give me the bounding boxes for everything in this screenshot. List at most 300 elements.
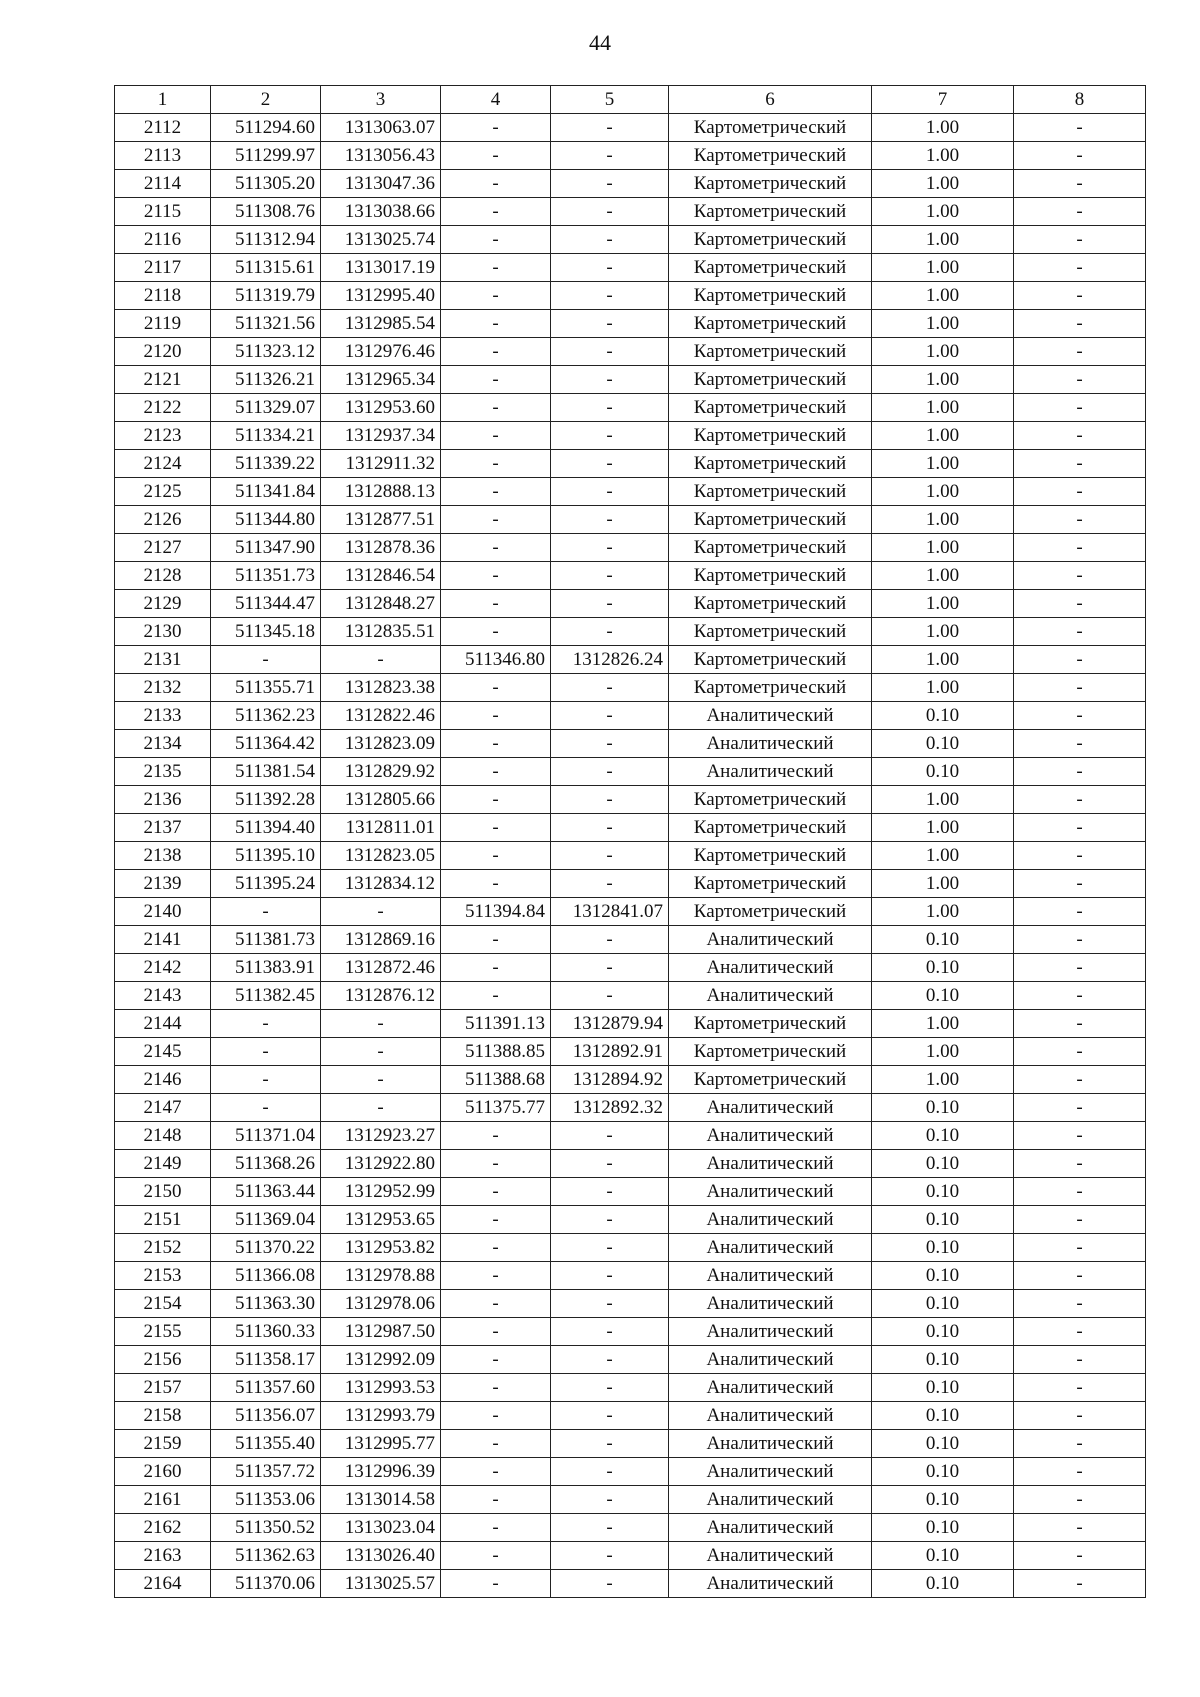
x-coord-cell: 511370.06 <box>211 1570 321 1598</box>
y-coord-cell: 1312869.16 <box>321 926 441 954</box>
x-coord-cell: 511321.56 <box>211 310 321 338</box>
point-number-cell: 2121 <box>115 366 211 394</box>
y-alt-cell: - <box>551 1542 669 1570</box>
method-cell: Картометрический <box>669 534 872 562</box>
point-number-cell: 2149 <box>115 1150 211 1178</box>
y-coord-cell: 1312993.79 <box>321 1402 441 1430</box>
x-alt-cell: - <box>441 674 551 702</box>
x-alt-cell: - <box>441 926 551 954</box>
y-alt-cell: - <box>551 842 669 870</box>
y-coord-cell: - <box>321 646 441 674</box>
note-cell: - <box>1014 1374 1146 1402</box>
table-row <box>115 142 1146 170</box>
x-coord-cell: 511356.07 <box>211 1402 321 1430</box>
point-number-cell: 2156 <box>115 1346 211 1374</box>
note-cell: - <box>1014 198 1146 226</box>
note-cell: - <box>1014 1570 1146 1598</box>
point-number-cell: 2160 <box>115 1458 211 1486</box>
table-row <box>115 954 1146 982</box>
y-alt-cell: - <box>551 814 669 842</box>
x-alt-cell: - <box>441 282 551 310</box>
point-number-cell: 2153 <box>115 1262 211 1290</box>
accuracy-cell: 1.00 <box>872 450 1014 478</box>
method-cell: Картометрический <box>669 114 872 142</box>
note-cell: - <box>1014 590 1146 618</box>
y-alt-cell: 1312879.94 <box>551 1010 669 1038</box>
accuracy-cell: 1.00 <box>872 422 1014 450</box>
y-alt-cell: - <box>551 1150 669 1178</box>
note-cell: - <box>1014 338 1146 366</box>
y-coord-cell: 1312829.92 <box>321 758 441 786</box>
accuracy-cell: 0.10 <box>872 1206 1014 1234</box>
x-coord-cell: 511381.54 <box>211 758 321 786</box>
note-cell: - <box>1014 674 1146 702</box>
y-alt-cell: - <box>551 758 669 786</box>
accuracy-cell: 0.10 <box>872 1094 1014 1122</box>
note-cell: - <box>1014 1234 1146 1262</box>
x-alt-cell: - <box>441 254 551 282</box>
x-alt-cell: - <box>441 170 551 198</box>
accuracy-cell: 1.00 <box>872 506 1014 534</box>
x-coord-cell: 511308.76 <box>211 198 321 226</box>
table-row <box>115 1542 1146 1570</box>
y-coord-cell: 1313014.58 <box>321 1486 441 1514</box>
x-alt-cell: - <box>441 1542 551 1570</box>
table-row <box>115 534 1146 562</box>
y-coord-cell: 1312878.36 <box>321 534 441 562</box>
point-number-cell: 2129 <box>115 590 211 618</box>
table-row <box>115 1262 1146 1290</box>
x-alt-cell: - <box>441 562 551 590</box>
method-cell: Аналитический <box>669 1458 872 1486</box>
method-cell: Картометрический <box>669 478 872 506</box>
y-coord-cell: 1312923.27 <box>321 1122 441 1150</box>
note-cell: - <box>1014 814 1146 842</box>
table-row <box>115 198 1146 226</box>
accuracy-cell: 1.00 <box>872 590 1014 618</box>
table-row <box>115 1486 1146 1514</box>
note-cell: - <box>1014 310 1146 338</box>
x-alt-cell: - <box>441 506 551 534</box>
point-number-cell: 2116 <box>115 226 211 254</box>
method-cell: Аналитический <box>669 758 872 786</box>
point-number-cell: 2126 <box>115 506 211 534</box>
point-number-cell: 2146 <box>115 1066 211 1094</box>
x-coord-cell: 511350.52 <box>211 1514 321 1542</box>
table-row <box>115 1150 1146 1178</box>
note-cell: - <box>1014 226 1146 254</box>
y-coord-cell: 1312835.51 <box>321 618 441 646</box>
table-row <box>115 758 1146 786</box>
point-number-cell: 2122 <box>115 394 211 422</box>
point-number-cell: 2117 <box>115 254 211 282</box>
note-cell: - <box>1014 478 1146 506</box>
point-number-cell: 2148 <box>115 1122 211 1150</box>
y-alt-cell: 1312892.91 <box>551 1038 669 1066</box>
x-coord-cell: 511312.94 <box>211 226 321 254</box>
y-alt-cell: - <box>551 1402 669 1430</box>
method-cell: Аналитический <box>669 1514 872 1542</box>
method-cell: Картометрический <box>669 814 872 842</box>
accuracy-cell: 0.10 <box>872 1542 1014 1570</box>
method-cell: Картометрический <box>669 338 872 366</box>
note-cell: - <box>1014 562 1146 590</box>
x-coord-cell: 511329.07 <box>211 394 321 422</box>
accuracy-cell: 1.00 <box>872 198 1014 226</box>
y-coord-cell: 1312811.01 <box>321 814 441 842</box>
table-row <box>115 254 1146 282</box>
x-coord-cell: 511339.22 <box>211 450 321 478</box>
y-alt-cell: - <box>551 478 669 506</box>
method-cell: Аналитический <box>669 1486 872 1514</box>
x-coord-cell: 511362.63 <box>211 1542 321 1570</box>
point-number-cell: 2143 <box>115 982 211 1010</box>
point-number-cell: 2114 <box>115 170 211 198</box>
y-alt-cell: - <box>551 506 669 534</box>
accuracy-cell: 0.10 <box>872 1570 1014 1598</box>
accuracy-cell: 1.00 <box>872 1038 1014 1066</box>
method-cell: Аналитический <box>669 1122 872 1150</box>
accuracy-cell: 0.10 <box>872 954 1014 982</box>
accuracy-cell: 1.00 <box>872 142 1014 170</box>
method-cell: Аналитический <box>669 1402 872 1430</box>
x-alt-cell: - <box>441 310 551 338</box>
x-alt-cell: - <box>441 1122 551 1150</box>
x-coord-cell: 511315.61 <box>211 254 321 282</box>
note-cell: - <box>1014 282 1146 310</box>
y-coord-cell: 1312992.09 <box>321 1346 441 1374</box>
point-number-cell: 2147 <box>115 1094 211 1122</box>
x-alt-cell: - <box>441 226 551 254</box>
x-alt-cell: - <box>441 422 551 450</box>
point-number-cell: 2142 <box>115 954 211 982</box>
note-cell: - <box>1014 982 1146 1010</box>
note-cell: - <box>1014 702 1146 730</box>
table-body <box>115 114 1146 1598</box>
x-coord-cell: 511334.21 <box>211 422 321 450</box>
x-coord-cell: 511368.26 <box>211 1150 321 1178</box>
table-row <box>115 1066 1146 1094</box>
point-number-cell: 2145 <box>115 1038 211 1066</box>
accuracy-cell: 0.10 <box>872 758 1014 786</box>
x-alt-cell: - <box>441 1346 551 1374</box>
x-alt-cell: - <box>441 590 551 618</box>
accuracy-cell: 0.10 <box>872 926 1014 954</box>
accuracy-cell: 1.00 <box>872 646 1014 674</box>
accuracy-cell: 1.00 <box>872 618 1014 646</box>
point-number-cell: 2164 <box>115 1570 211 1598</box>
x-coord-cell: 511362.23 <box>211 702 321 730</box>
y-alt-cell: - <box>551 926 669 954</box>
x-alt-cell: - <box>441 1206 551 1234</box>
y-alt-cell: - <box>551 226 669 254</box>
x-coord-cell: 511382.45 <box>211 982 321 1010</box>
x-coord-cell: 511392.28 <box>211 786 321 814</box>
x-alt-cell: - <box>441 1570 551 1598</box>
method-cell: Картометрический <box>669 506 872 534</box>
table-row <box>115 1402 1146 1430</box>
x-alt-cell: - <box>441 198 551 226</box>
x-coord-cell: 511358.17 <box>211 1346 321 1374</box>
y-coord-cell: 1312995.40 <box>321 282 441 310</box>
method-cell: Аналитический <box>669 1262 872 1290</box>
table-row <box>115 898 1146 926</box>
y-alt-cell: - <box>551 310 669 338</box>
x-coord-cell: 511383.91 <box>211 954 321 982</box>
table-row <box>115 1206 1146 1234</box>
x-alt-cell: - <box>441 142 551 170</box>
accuracy-cell: 1.00 <box>872 366 1014 394</box>
x-coord-cell: 511370.22 <box>211 1234 321 1262</box>
y-alt-cell: - <box>551 114 669 142</box>
x-alt-cell: - <box>441 1430 551 1458</box>
x-alt-cell: 511388.68 <box>441 1066 551 1094</box>
table-row <box>115 982 1146 1010</box>
table-row <box>115 1122 1146 1150</box>
accuracy-cell: 1.00 <box>872 338 1014 366</box>
table-row <box>115 506 1146 534</box>
x-alt-cell: 511394.84 <box>441 898 551 926</box>
x-alt-cell: - <box>441 1234 551 1262</box>
y-alt-cell: - <box>551 1346 669 1374</box>
method-cell: Картометрический <box>669 170 872 198</box>
accuracy-cell: 1.00 <box>872 394 1014 422</box>
x-alt-cell: 511375.77 <box>441 1094 551 1122</box>
note-cell: - <box>1014 730 1146 758</box>
y-alt-cell: - <box>551 786 669 814</box>
table-row <box>115 646 1146 674</box>
y-alt-cell: - <box>551 394 669 422</box>
y-coord-cell: 1312995.77 <box>321 1430 441 1458</box>
y-alt-cell: - <box>551 1514 669 1542</box>
y-alt-cell: - <box>551 1486 669 1514</box>
method-cell: Аналитический <box>669 1318 872 1346</box>
point-number-cell: 2118 <box>115 282 211 310</box>
x-coord-cell: 511394.40 <box>211 814 321 842</box>
y-alt-cell: - <box>551 450 669 478</box>
accuracy-cell: 1.00 <box>872 814 1014 842</box>
y-coord-cell: 1312823.38 <box>321 674 441 702</box>
table-row <box>115 1318 1146 1346</box>
y-coord-cell: 1313023.04 <box>321 1514 441 1542</box>
x-coord-cell: 511347.90 <box>211 534 321 562</box>
x-coord-cell: 511299.97 <box>211 142 321 170</box>
table-row <box>115 1290 1146 1318</box>
x-coord-cell: - <box>211 1094 321 1122</box>
method-cell: Аналитический <box>669 730 872 758</box>
table-row <box>115 786 1146 814</box>
x-alt-cell: - <box>441 730 551 758</box>
y-coord-cell: 1312978.06 <box>321 1290 441 1318</box>
note-cell: - <box>1014 954 1146 982</box>
table-row <box>115 926 1146 954</box>
accuracy-cell: 1.00 <box>872 870 1014 898</box>
page-number: 44 <box>589 30 611 55</box>
note-cell: - <box>1014 1430 1146 1458</box>
method-cell: Картометрический <box>669 422 872 450</box>
table-row <box>115 674 1146 702</box>
method-cell: Картометрический <box>669 282 872 310</box>
note-cell: - <box>1014 1094 1146 1122</box>
y-alt-cell: - <box>551 338 669 366</box>
header-cell: 1 <box>115 86 211 114</box>
y-coord-cell: 1313038.66 <box>321 198 441 226</box>
accuracy-cell: 0.10 <box>872 982 1014 1010</box>
y-alt-cell: - <box>551 170 669 198</box>
y-alt-cell: - <box>551 1318 669 1346</box>
note-cell: - <box>1014 254 1146 282</box>
accuracy-cell: 0.10 <box>872 1514 1014 1542</box>
x-alt-cell: - <box>441 982 551 1010</box>
accuracy-cell: 0.10 <box>872 1486 1014 1514</box>
point-number-cell: 2152 <box>115 1234 211 1262</box>
table-row <box>115 394 1146 422</box>
table-row <box>115 1234 1146 1262</box>
table-row <box>115 338 1146 366</box>
point-number-cell: 2112 <box>115 114 211 142</box>
note-cell: - <box>1014 1318 1146 1346</box>
x-coord-cell: 511364.42 <box>211 730 321 758</box>
y-alt-cell: - <box>551 982 669 1010</box>
x-alt-cell: - <box>441 478 551 506</box>
method-cell: Картометрический <box>669 366 872 394</box>
x-coord-cell: - <box>211 646 321 674</box>
x-coord-cell: - <box>211 1066 321 1094</box>
note-cell: - <box>1014 1514 1146 1542</box>
method-cell: Аналитический <box>669 982 872 1010</box>
method-cell: Аналитический <box>669 954 872 982</box>
table-row <box>115 702 1146 730</box>
method-cell: Картометрический <box>669 310 872 338</box>
note-cell: - <box>1014 534 1146 562</box>
method-cell: Картометрический <box>669 394 872 422</box>
x-alt-cell: - <box>441 1150 551 1178</box>
y-coord-cell: 1312805.66 <box>321 786 441 814</box>
table-row <box>115 1094 1146 1122</box>
y-coord-cell: 1312834.12 <box>321 870 441 898</box>
note-cell: - <box>1014 394 1146 422</box>
y-alt-cell: - <box>551 1458 669 1486</box>
accuracy-cell: 1.00 <box>872 282 1014 310</box>
x-alt-cell: - <box>441 366 551 394</box>
y-alt-cell: - <box>551 1374 669 1402</box>
note-cell: - <box>1014 758 1146 786</box>
table-row <box>115 226 1146 254</box>
table-row <box>115 1430 1146 1458</box>
x-coord-cell: 511366.08 <box>211 1262 321 1290</box>
x-alt-cell: - <box>441 814 551 842</box>
accuracy-cell: 1.00 <box>872 114 1014 142</box>
accuracy-cell: 1.00 <box>872 254 1014 282</box>
accuracy-cell: 1.00 <box>872 842 1014 870</box>
point-number-cell: 2115 <box>115 198 211 226</box>
x-coord-cell: 511357.72 <box>211 1458 321 1486</box>
point-number-cell: 2158 <box>115 1402 211 1430</box>
x-coord-cell: 511357.60 <box>211 1374 321 1402</box>
accuracy-cell: 0.10 <box>872 1374 1014 1402</box>
y-coord-cell: 1313017.19 <box>321 254 441 282</box>
y-alt-cell: - <box>551 142 669 170</box>
x-alt-cell: - <box>441 618 551 646</box>
accuracy-cell: 0.10 <box>872 1262 1014 1290</box>
method-cell: Аналитический <box>669 1430 872 1458</box>
accuracy-cell: 0.10 <box>872 730 1014 758</box>
y-alt-cell: 1312894.92 <box>551 1066 669 1094</box>
x-alt-cell: - <box>441 450 551 478</box>
table-row <box>115 310 1146 338</box>
accuracy-cell: 1.00 <box>872 478 1014 506</box>
x-coord-cell: 511395.10 <box>211 842 321 870</box>
accuracy-cell: 0.10 <box>872 1290 1014 1318</box>
method-cell: Картометрический <box>669 786 872 814</box>
accuracy-cell: 0.10 <box>872 1122 1014 1150</box>
method-cell: Аналитический <box>669 1542 872 1570</box>
accuracy-cell: 0.10 <box>872 1346 1014 1374</box>
table-row <box>115 562 1146 590</box>
accuracy-cell: 1.00 <box>872 674 1014 702</box>
coordinates-table <box>114 85 1146 1598</box>
accuracy-cell: 1.00 <box>872 562 1014 590</box>
method-cell: Аналитический <box>669 702 872 730</box>
note-cell: - <box>1014 1346 1146 1374</box>
table-row <box>115 1514 1146 1542</box>
accuracy-cell: 1.00 <box>872 1010 1014 1038</box>
method-cell: Картометрический <box>669 1066 872 1094</box>
method-cell: Картометрический <box>669 198 872 226</box>
note-cell: - <box>1014 1178 1146 1206</box>
note-cell: - <box>1014 646 1146 674</box>
y-alt-cell: - <box>551 1262 669 1290</box>
method-cell: Картометрический <box>669 898 872 926</box>
y-alt-cell: - <box>551 282 669 310</box>
table-row <box>115 730 1146 758</box>
x-alt-cell: - <box>441 1290 551 1318</box>
y-coord-cell: 1312911.32 <box>321 450 441 478</box>
y-alt-cell: - <box>551 954 669 982</box>
table-row <box>115 1038 1146 1066</box>
method-cell: Аналитический <box>669 1094 872 1122</box>
y-coord-cell: 1312876.12 <box>321 982 441 1010</box>
table-row <box>115 366 1146 394</box>
y-coord-cell: 1312976.46 <box>321 338 441 366</box>
y-coord-cell: - <box>321 1038 441 1066</box>
point-number-cell: 2139 <box>115 870 211 898</box>
x-coord-cell: 511371.04 <box>211 1122 321 1150</box>
note-cell: - <box>1014 786 1146 814</box>
point-number-cell: 2132 <box>115 674 211 702</box>
table-row <box>115 1458 1146 1486</box>
method-cell: Картометрический <box>669 590 872 618</box>
x-coord-cell: 511326.21 <box>211 366 321 394</box>
note-cell: - <box>1014 870 1146 898</box>
point-number-cell: 2128 <box>115 562 211 590</box>
method-cell: Картометрический <box>669 618 872 646</box>
point-number-cell: 2138 <box>115 842 211 870</box>
method-cell: Картометрический <box>669 254 872 282</box>
method-cell: Картометрический <box>669 842 872 870</box>
note-cell: - <box>1014 1290 1146 1318</box>
x-coord-cell: 511369.04 <box>211 1206 321 1234</box>
x-coord-cell: 511363.30 <box>211 1290 321 1318</box>
table-row <box>115 1346 1146 1374</box>
y-coord-cell: 1313063.07 <box>321 114 441 142</box>
y-coord-cell: 1312996.39 <box>321 1458 441 1486</box>
accuracy-cell: 1.00 <box>872 534 1014 562</box>
y-coord-cell: 1312846.54 <box>321 562 441 590</box>
accuracy-cell: 0.10 <box>872 1402 1014 1430</box>
y-alt-cell: 1312892.32 <box>551 1094 669 1122</box>
method-cell: Аналитический <box>669 1374 872 1402</box>
